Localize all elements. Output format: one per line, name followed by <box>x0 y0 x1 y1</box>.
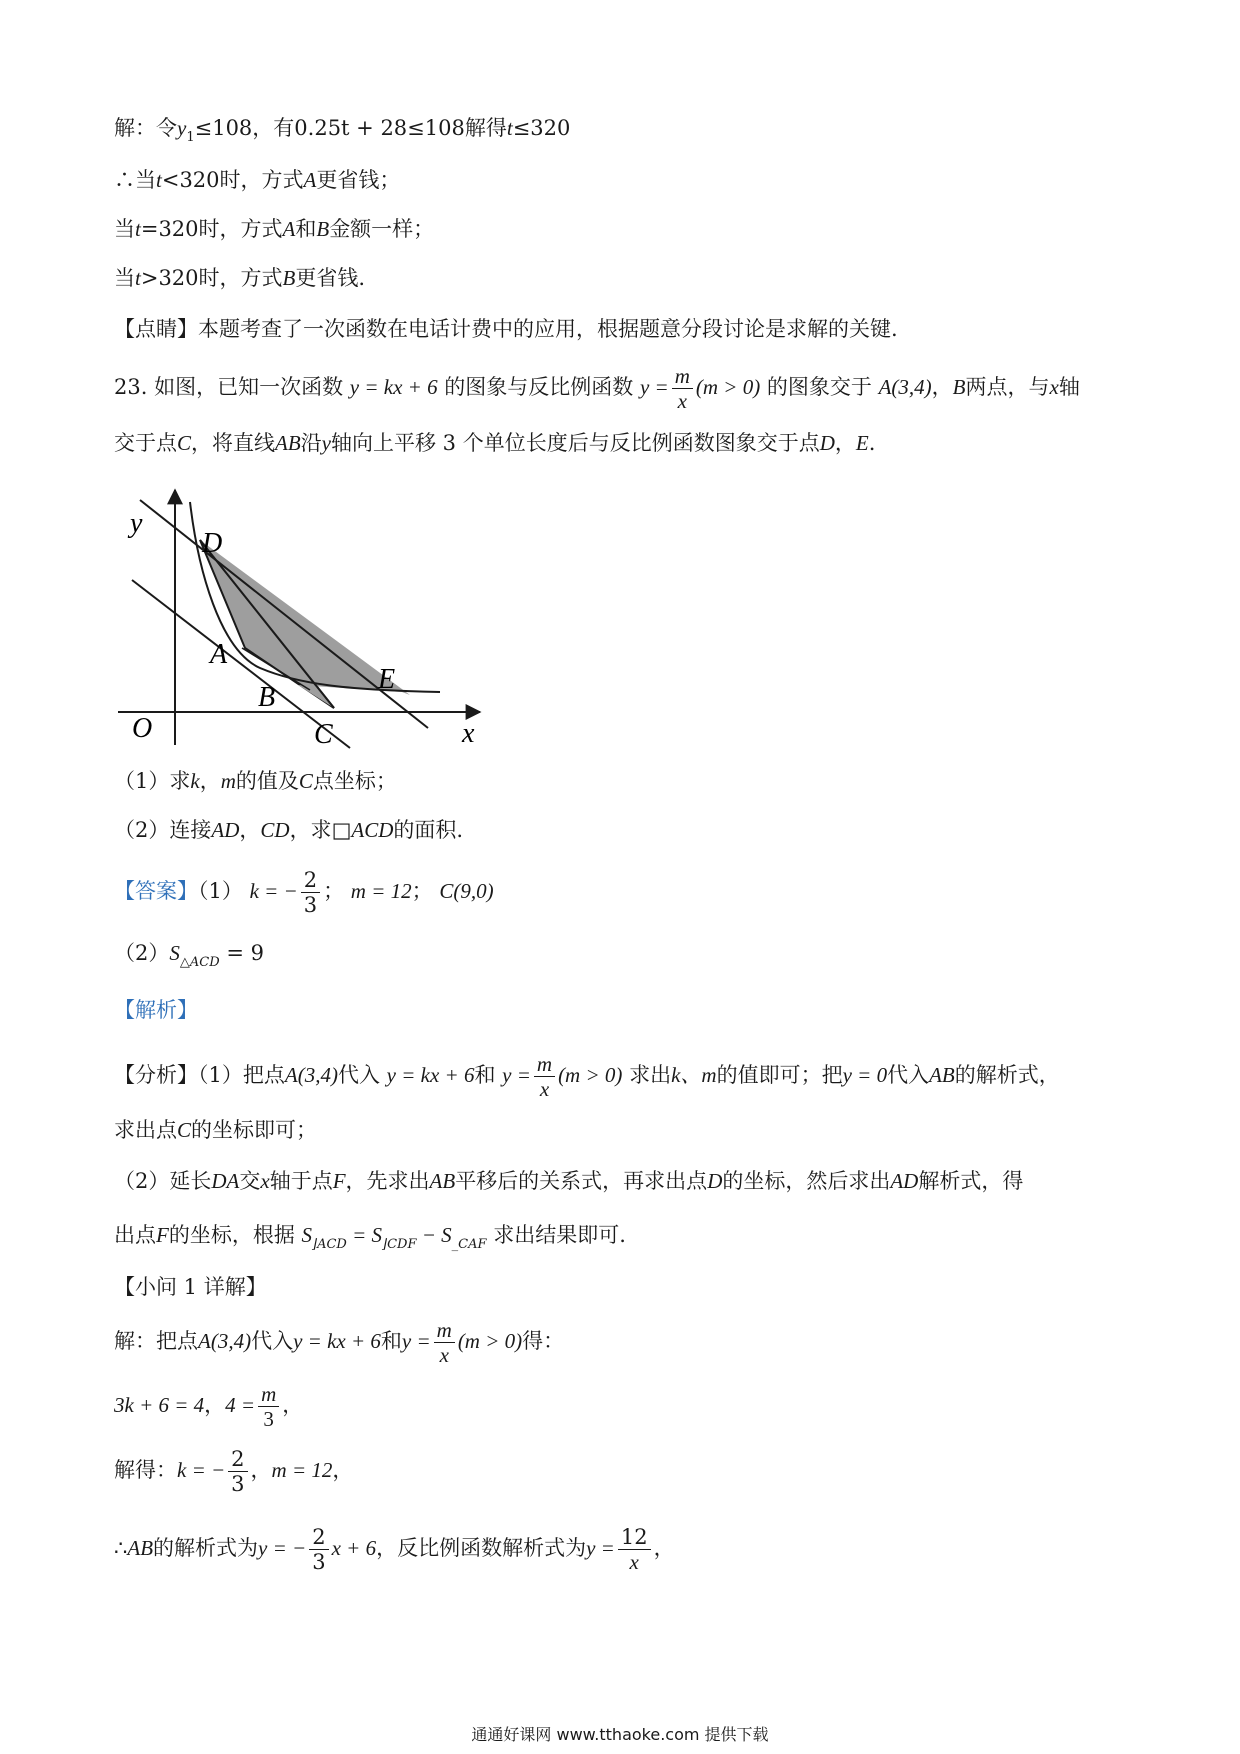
question-1: （1）求k，m的值及C点坐标； <box>114 769 397 793</box>
answer-2: $(2)S_{\triangle ACD} = 9$ <box>114 941 264 970</box>
fraction-2-over-3: $\frac{2}{3}$ <box>228 1447 247 1496</box>
fraction-2-over-3: $\frac{2}{3}$ <box>301 868 320 917</box>
fraction-12-over-x: $\frac{12}{x}$ <box>618 1525 651 1574</box>
problem-23-statement-cont: 交于点C，将直线AB沿y轴向上平移 3 个单位长度后与反比例函数图象交于点D，E. <box>114 431 876 455</box>
conclusion-line-3: 当t>320时，方式B更省钱. <box>114 266 366 290</box>
fraction-2-over-3: $\frac{2}{3}$ <box>309 1525 328 1574</box>
label-B: B <box>258 682 276 713</box>
analysis-line-3: （2）延长DA交x轴于点F，先求出AB平移后的关系式，再求出点D的坐标，然后求出AD解析式，得 <box>114 1169 1024 1193</box>
analysis-line-4: 出点F的坐标，根据 $S_{⌋ACD} = S_{⌋CDF} - S_{\_CAF}$ 求出结果即可. <box>114 1223 626 1252</box>
label-y: y <box>130 508 143 539</box>
solution-step-4: ∴AB的解析式为y = − $\frac{2}{3}$ x + 6，反比例函数解析式为y = $\frac{12}{x}$ ， <box>114 1525 675 1574</box>
question-2: （2）连接AD，CD，求□ACD的面积. <box>114 818 464 842</box>
subquestion-1-heading: 【小问 1 详解】 <box>114 1275 267 1299</box>
function-graph-figure <box>110 480 500 755</box>
key-point-note: 【点睛】本题考查了一次函数在电话计费中的应用，根据题意分段讨论是求解的关键. <box>114 317 898 341</box>
label-E: E <box>378 664 396 695</box>
label-x: x <box>462 718 475 749</box>
solution-step-1: 解：把点A(3,4)代入y = kx + 6和y = $\frac{m}{x}$ (m > 0)得： <box>114 1318 565 1367</box>
analysis-line-2: 求出点C的坐标即可； <box>114 1118 318 1142</box>
solution-step-3: 解得：k = − $\frac{2}{3}$ ，m = 12， <box>114 1447 354 1496</box>
analysis-line-1: 【分析】（1）把点A(3,4)代入 y = kx + 6和 y = $\frac{m}{x}$ (m > 0) 求出k、m的值即可；把y = 0代入AB的解析式， <box>114 1052 1060 1101</box>
label-C: C <box>314 719 333 750</box>
conclusion-line-1: ∴当t<320时，方式A更省钱； <box>114 168 401 192</box>
label-A: A <box>210 639 228 670</box>
fraction-m-over-x: $\frac{m}{x}$ <box>672 364 693 413</box>
fraction-m-over-x: $\frac{m}{x}$ <box>434 1318 455 1367</box>
label-O: O <box>132 713 153 744</box>
page-footer: 通通好课网 www.tthaoke.com 提供下载 <box>471 1725 769 1744</box>
label-D: D <box>202 528 223 559</box>
problem-23-statement: 23. 如图，已知一次函数 y = kx + 6 的图象与反比例函数 y = $\frac{m}{x}$ (m > 0) 的图象交于 A(3,4)，B两点，与x轴 <box>114 364 1080 413</box>
solution-step-2: 3k + 6 = 4，4 = $\frac{m}{3}$ ， <box>114 1382 304 1431</box>
answer-1: 【答案】（1） k = − $\frac{2}{3}$ ； m = 12； C(9,0) <box>114 868 494 917</box>
fraction-m-over-3: $\frac{m}{3}$ <box>258 1382 279 1431</box>
fraction-m-over-x: $\frac{m}{x}$ <box>534 1052 555 1101</box>
solution-line-inequality: 解：令$y_1\le 108$，有0.25t + 28≤108解得t≤320 <box>114 116 571 145</box>
answer-tag: 【答案】 <box>114 879 198 903</box>
analysis-heading: 【解析】 <box>114 998 198 1022</box>
conclusion-line-2: 当t=320时，方式A和B金额一样； <box>114 217 435 241</box>
